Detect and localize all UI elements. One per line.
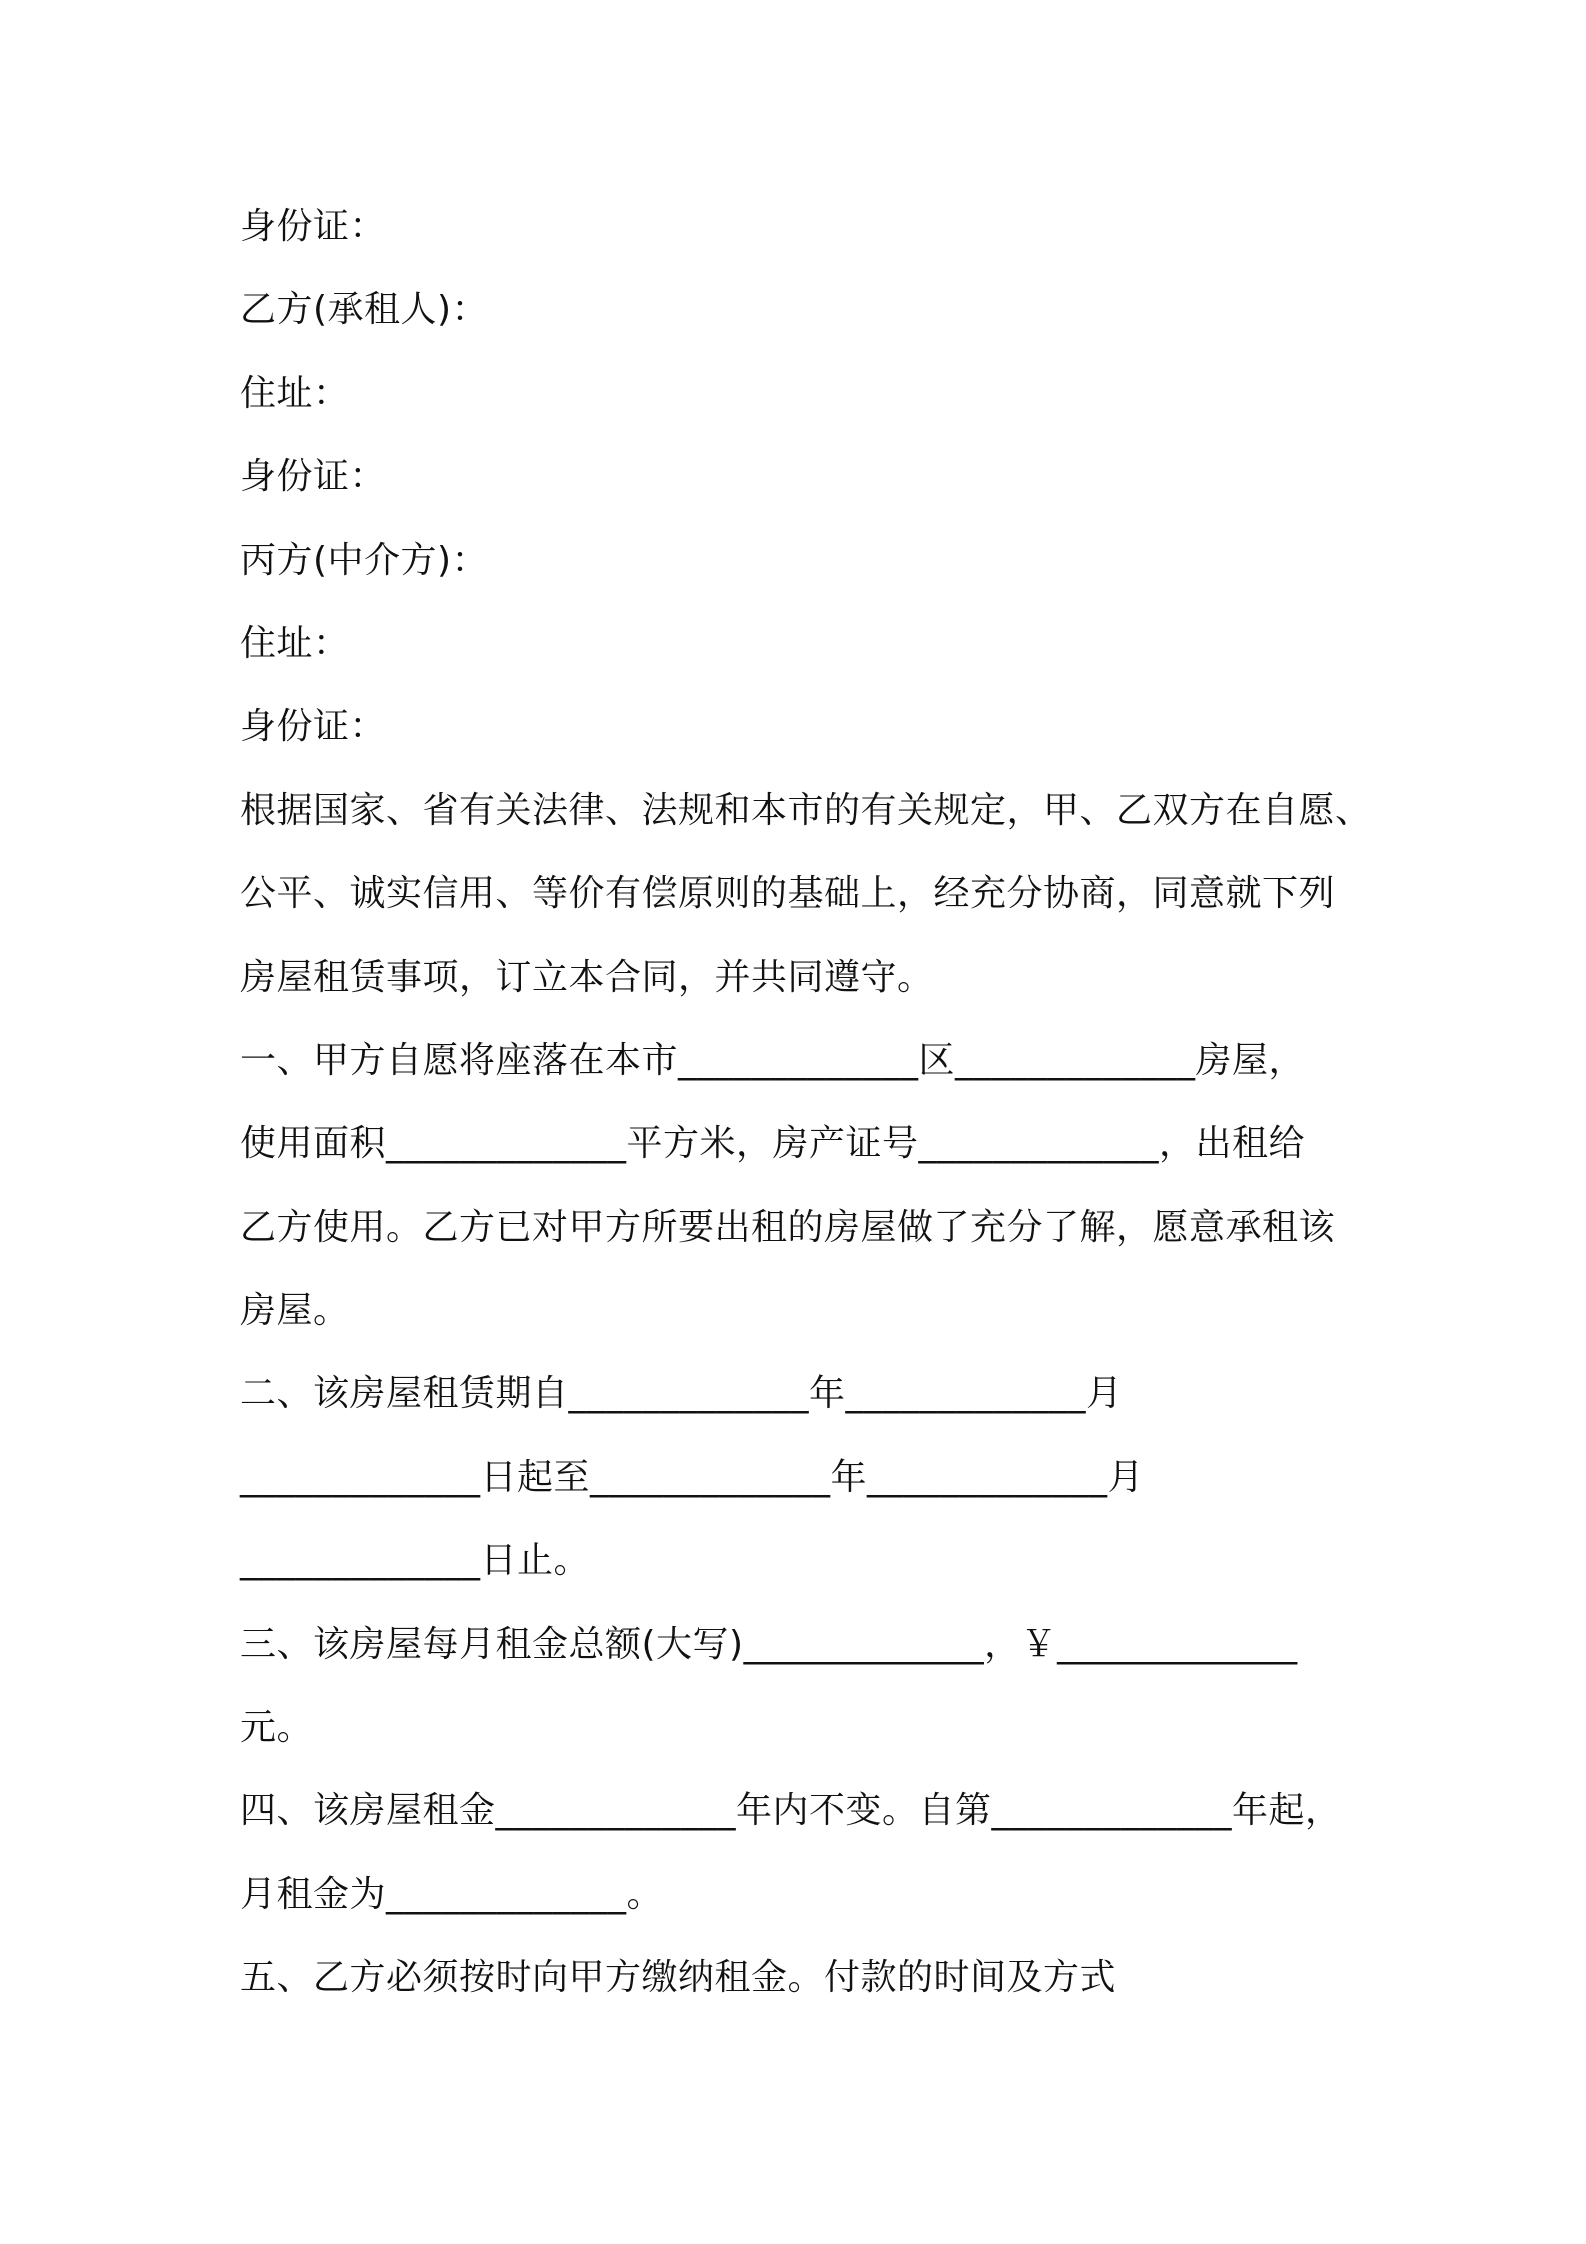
clause-1-line-2: 使用面积_____________平方米，房产证号_____________，出租给 — [240, 1123, 1306, 1165]
party-c-agent-label: 丙方(中介方)： — [240, 539, 489, 581]
preamble-line-1: 根据国家、省有关法律、法规和本市的有关规定，甲、乙双方在自愿、 — [240, 789, 1372, 831]
clause-2-line-2: _____________日起至_____________年_____________月 — [240, 1456, 1145, 1498]
clause-4-line-1: 四、该房屋租金_____________年内不变。自第_____________年起， — [240, 1790, 1342, 1832]
clause-4-line-2: 月租金为_____________。 — [240, 1873, 664, 1915]
address-label-party-b: 住址： — [240, 372, 350, 414]
address-label-party-c: 住址： — [240, 622, 350, 664]
contract-body — [240, 198, 1370, 2033]
clause-1-line-3: 乙方使用。乙方已对甲方所要出租的房屋做了充分了解，愿意承租该 — [240, 1206, 1336, 1248]
preamble-line-2: 公平、诚实信用、等价有偿原则的基础上，经充分协商，同意就下列 — [240, 873, 1336, 915]
clause-1-line-4: 房屋。 — [240, 1290, 350, 1332]
id-card-label-party-c: 身份证： — [240, 706, 387, 748]
clause-2-line-1: 二、该房屋租赁期自_____________年_____________月 — [240, 1373, 1123, 1415]
party-b-tenant-label: 乙方(承租人)： — [240, 289, 489, 331]
clause-3-line-2: 元。 — [240, 1707, 314, 1749]
clause-5-line-1: 五、乙方必须按时向甲方缴纳租金。付款的时间及方式 — [240, 1957, 1117, 1999]
id-card-label-party-b: 身份证： — [240, 456, 387, 498]
preamble-line-3: 房屋租赁事项，订立本合同，并共同遵守。 — [240, 956, 934, 998]
id-card-label-party-a: 身份证： — [240, 206, 387, 247]
clause-3-line-1: 三、该房屋每月租金总额(大写)_____________，￥_____________ — [240, 1623, 1298, 1665]
clause-2-line-3: _____________日止。 — [240, 1540, 591, 1582]
clause-1-line-1: 一、甲方自愿将座落在本市_____________区_____________房屋， — [240, 1039, 1306, 1081]
